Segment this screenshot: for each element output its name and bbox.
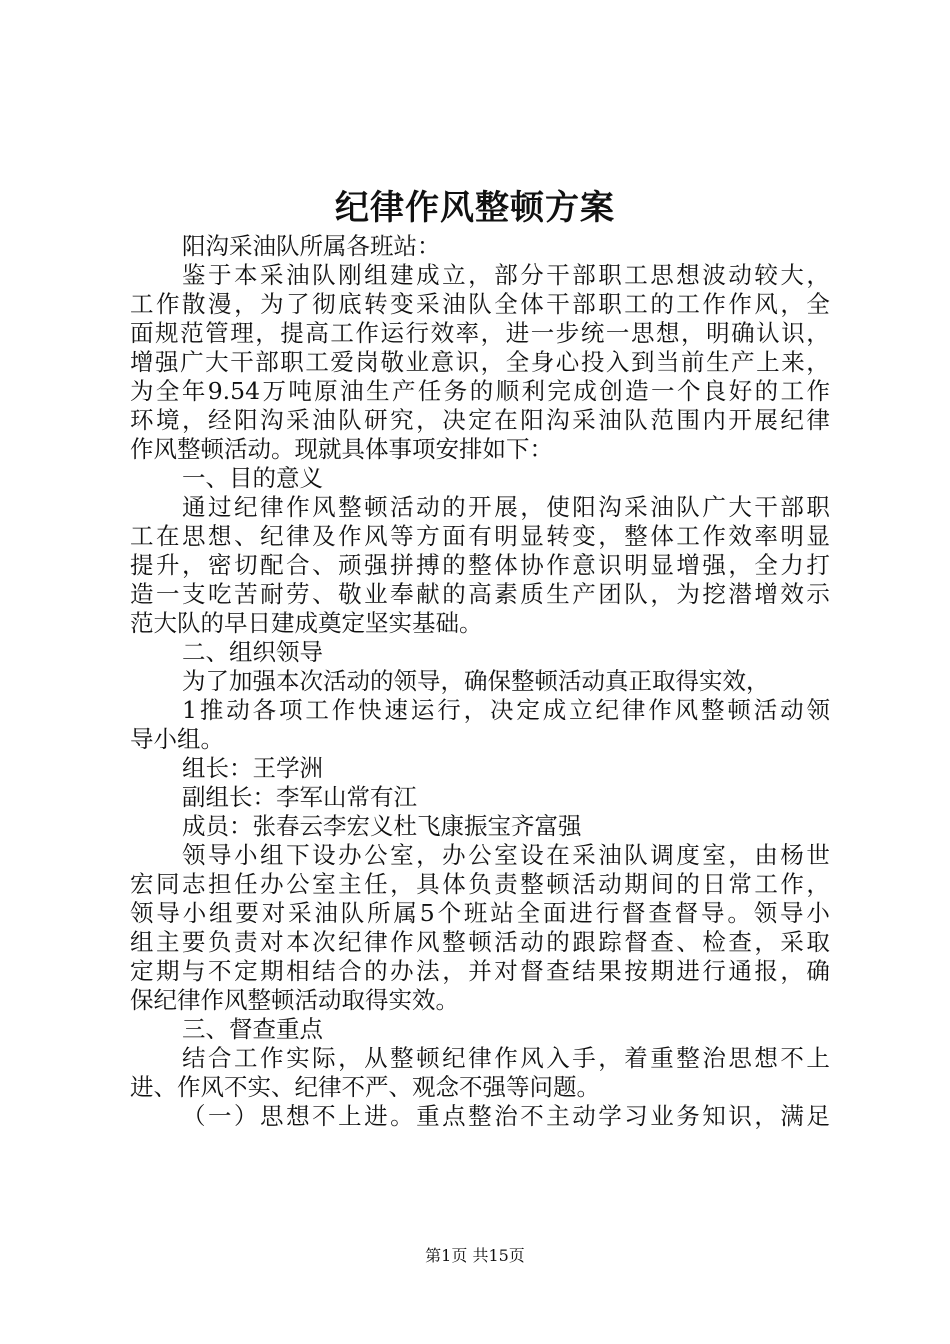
text-line: 工 在 思 想 、 纪 律 及 作 风 等 方 面 有 明 显 转 变 ， 整 体 工 作 效 率 明 显	[130, 522, 830, 550]
text-line: 三、督查重点	[182, 1015, 323, 1043]
text-line: 阳沟采油队所属各班站：	[182, 232, 441, 260]
text-line: 成员：张春云李宏义杜飞康振宝齐富强	[182, 812, 582, 840]
text-line: 结 合 工 作 实 际 ， 从 整 顿 纪 律 作 风 入 手 ， 着 重 整 治 思 想 不 上	[182, 1044, 830, 1072]
text-line: 保纪律作风整顿活动取得实效。	[130, 986, 459, 1014]
text-line: 副组长：李军山常有江	[182, 783, 417, 811]
text-line: 工 作 散 漫 ， 为 了 彻 底 转 变 采 油 队 全 体 干 部 职 工 的 工 作 作 风 ， 全	[130, 290, 830, 318]
text-line: 领 导 小 组 要 对 采 油 队 所 属 5 个 班 站 全 面 进 行 督 查 督 导 。 领 导 小	[130, 899, 830, 927]
text-line: 组长：王学洲	[182, 754, 323, 782]
text-line: 面 规 范 管 理 ， 提 高 工 作 运 行 效 率 ， 进 一 步 统 一 思 想 ， 明 确 认 识 ，	[130, 319, 830, 347]
text-line: 为了加强本次活动的领导，确保整顿活动真正取得实效，	[182, 667, 770, 695]
text-line: 1 推 动 各 项 工 作 快 速 运 行 ， 决 定 成 立 纪 律 作 风 整 顿 活 动 领	[182, 696, 830, 724]
text-line: 进、作风不实、纪律不严、观念不强等问题。	[130, 1073, 600, 1101]
text-line: 作风整顿活动。现就具体事项安排如下：	[130, 435, 553, 463]
document-body	[130, 232, 830, 1131]
text-line: 增 强 广 大 干 部 职 工 爱 岗 敬 业 意 识 ， 全 身 心 投 入 到 当 前 生 产 上 来 ，	[130, 348, 830, 376]
text-line: （ 一 ） 思 想 不 上 进 。 重 点 整 治 不 主 动 学 习 业 务 知 识 ， 满 足	[182, 1102, 830, 1130]
document-title: 纪律作风整顿方案	[335, 188, 615, 228]
text-line: 定 期 与 不 定 期 相 结 合 的 办 法 ， 并 对 督 查 结 果 按 期 进 行 通 报 ， 确	[130, 957, 830, 985]
text-line: 二、组织领导	[182, 638, 323, 666]
text-line: 领 导 小 组 下 设 办 公 室 ， 办 公 室 设 在 采 油 队 调 度 室 ， 由 杨 世	[182, 841, 830, 869]
text-line: 造 一 支 吃 苦 耐 劳 、 敬 业 奉 献 的 高 素 质 生 产 团 队 ， 为 挖 潜 增 效 示	[130, 580, 830, 608]
text-line: 范大队的早日建成奠定坚实基础。	[130, 609, 483, 637]
text-line: 导小组。	[130, 725, 224, 753]
text-line: 通 过 纪 律 作 风 整 顿 活 动 的 开 展 ， 使 阳 沟 采 油 队 广 大 干 部 职	[182, 493, 830, 521]
text-line: 宏 同 志 担 任 办 公 室 主 任 ， 具 体 负 责 整 顿 活 动 期 间 的 日 常 工 作 ，	[130, 870, 830, 898]
page-footer: 第1页 共15页	[425, 1246, 525, 1265]
text-line: 提 升 ， 密 切 配 合 、 顽 强 拼 搏 的 整 体 协 作 意 识 明 显 增 强 ， 全 力 打	[130, 551, 830, 579]
text-line: 组 主 要 负 责 对 本 次 纪 律 作 风 整 顿 活 动 的 跟 踪 督 查 、 检 查 ， 采 取	[130, 928, 830, 956]
text-line: 为 全 年 9.54 万 吨 原 油 生 产 任 务 的 顺 利 完 成 创 造 一 个 良 好 的 工 作	[130, 377, 830, 405]
text-line: 鉴 于 本 采 油 队 刚 组 建 成 立 ， 部 分 干 部 职 工 思 想 波 动 较 大 ，	[182, 261, 830, 289]
text-line: 一、目的意义	[182, 464, 323, 492]
text-line: 环 境 ， 经 阳 沟 采 油 队 研 究 ， 决 定 在 阳 沟 采 油 队 范 围 内 开 展 纪 律	[130, 406, 830, 434]
